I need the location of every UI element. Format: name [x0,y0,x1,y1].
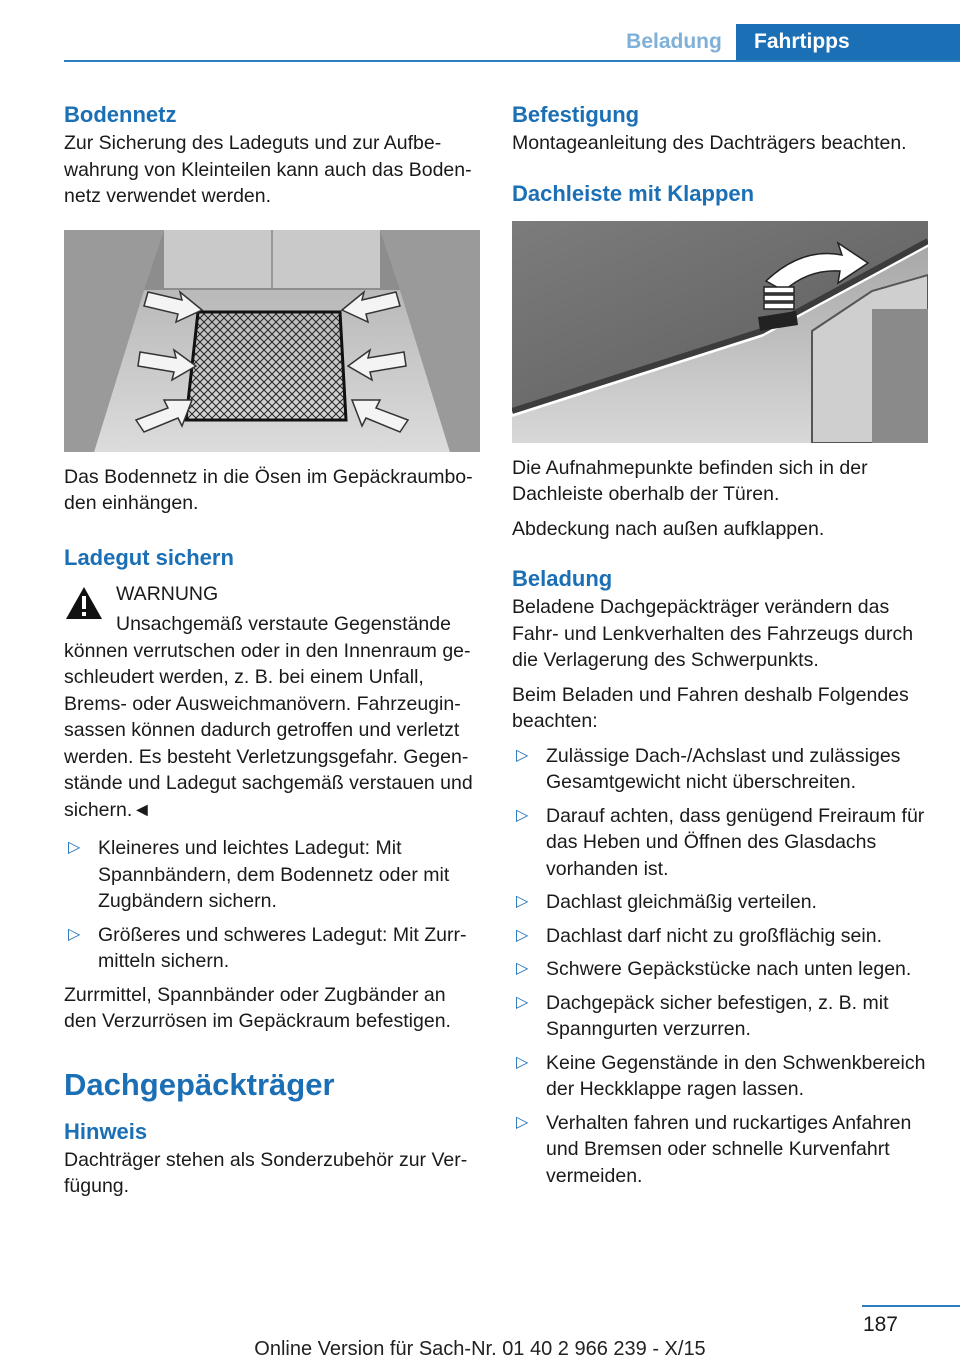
section-title-dachleiste: Dachleiste mit Klappen [512,180,755,206]
footer-version-text: Online Version für Sach-Nr. 01 40 2 966 239 - X/15 [254,1338,706,1360]
list-item: ▷ Schwere Gepäckstücke nach unten legen. [512,956,928,983]
beladung-list [512,743,928,1190]
warning-triangle-icon [64,585,104,629]
right-column [512,100,928,1196]
abdeckung-text: Abdeckung nach außen aufklappen. [512,517,825,540]
triangle-right-outline-icon: ▷ [68,839,81,856]
section-title-bodennetz: Bodennetz [64,102,177,127]
hinweis-text: Dachträger stehen als Sonderzubehör zur Verfügung. [64,1148,468,1197]
left-column [64,100,480,1200]
section-title-befestigung: Befestigung [512,102,640,127]
section-title-ladegut: Ladegut sichern [64,544,234,570]
page-number: 187 [862,1313,898,1336]
ladegut-list [64,835,480,975]
list-item: ▷ Keine Gegenstände in den Schwenkbereich der Heckklappe ragen lassen. [516,1051,926,1100]
section-title-beladung: Beladung [512,566,613,591]
warning-text: Unsachgemäß verstaute Gegenstände können verrutschen oder in den Innenraum geschleudert werden, z. B. bei einem Unfall, Brems- oder Ausweichmanövern. Fahrzeuginsassen können dadurch getroffen und verletzt werden. Es besteht Verletzungsgefahr. Gegenstände und Ladegut sachgemäß verstauen und sichern.◄ [64,613,473,821]
triangle-right-outline-icon: ▷ [68,925,81,943]
footer-rule [862,1305,960,1307]
section-title-hinweis: Hinweis [64,1118,148,1144]
triangle-right-outline-icon: ▷ [516,1053,529,1071]
list-item: ▷ Verhalten fahren und ruckartiges Anfahren und Bremsen oder schnelle Kurvenfahrt vermeiden. [516,1111,912,1187]
tab-beladung[interactable]: Beladung [626,30,722,53]
roof-rail-image [512,221,928,443]
befestigung-text: Montageanleitung des Dachträgers beachten. [512,132,907,154]
tab-fahrtipps[interactable]: Fahrtipps [736,24,960,62]
zurr-text: Zurrmittel, Spannbänder oder Zugbänder an den Verzurrösen im Gepäckraum befestigen. [64,983,451,1032]
roof-rail-caption: Die Aufnahmepunkte befinden sich in der Dachleiste oberhalb der Türen. [512,456,868,505]
bodennetz-text: Zur Sicherung des Ladeguts und zur Aufbewahrung von Kleinteilen kann auch das Bodennetz verwendet werden. [64,132,472,207]
beladung-text: Beladene Dachgepäckträger verändern das Fahr- und Lenkverhalten des Fahrzeugs durch die Verlagerung des Schwerpunkts. [512,596,914,671]
list-item: ▷ Darauf achten, dass genügend Freiraum für das Heben und Öffnen des Glasdachs vorhanden ist. [516,804,925,880]
triangle-right-outline-icon: ▷ [516,960,529,977]
chapter-title-dachgepaecktraeger: Dachgepäckträger [64,1066,335,1102]
list-item: ▷ Dachgepäck sicher befestigen, z. B. mit Spanngurten verzurren. [516,991,889,1040]
cargo-net-image [64,230,480,452]
list-item: ▷ Dachlast darf nicht zu großflächig sein. [512,923,928,950]
list-item: ▷ Zulässige Dach-/Achslast und zulässiges Gesamtgewicht nicht überschreiten. [516,744,901,793]
triangle-right-outline-icon: ▷ [516,926,529,944]
triangle-right-outline-icon: ▷ [516,746,529,764]
list-item: ▷ Größeres und schweres Ladegut: Mit Zurrmitteln sichern. [68,923,467,972]
beachten-text: Beim Beladen und Fahren deshalb Folgendes beachten: [512,683,909,732]
triangle-right-outline-icon: ▷ [516,893,529,910]
triangle-right-outline-icon: ▷ [516,993,529,1011]
warning-label: WARNUNG [116,582,219,605]
header-rule [64,60,960,62]
list-item: ▷ Dachlast gleichmäßig verteilen. [512,889,928,916]
warning-block [64,581,480,608]
triangle-right-outline-icon: ▷ [516,806,529,824]
triangle-right-outline-icon: ▷ [516,1113,529,1131]
cargo-net-caption: Das Bodennetz in die Ösen im Gepäckraumboden einhängen. [64,465,473,514]
list-item: ▷ Kleineres und leichtes Ladegut: Mit Spannbändern, dem Bodennetz oder mit Zugbändern sichern. [68,837,450,912]
